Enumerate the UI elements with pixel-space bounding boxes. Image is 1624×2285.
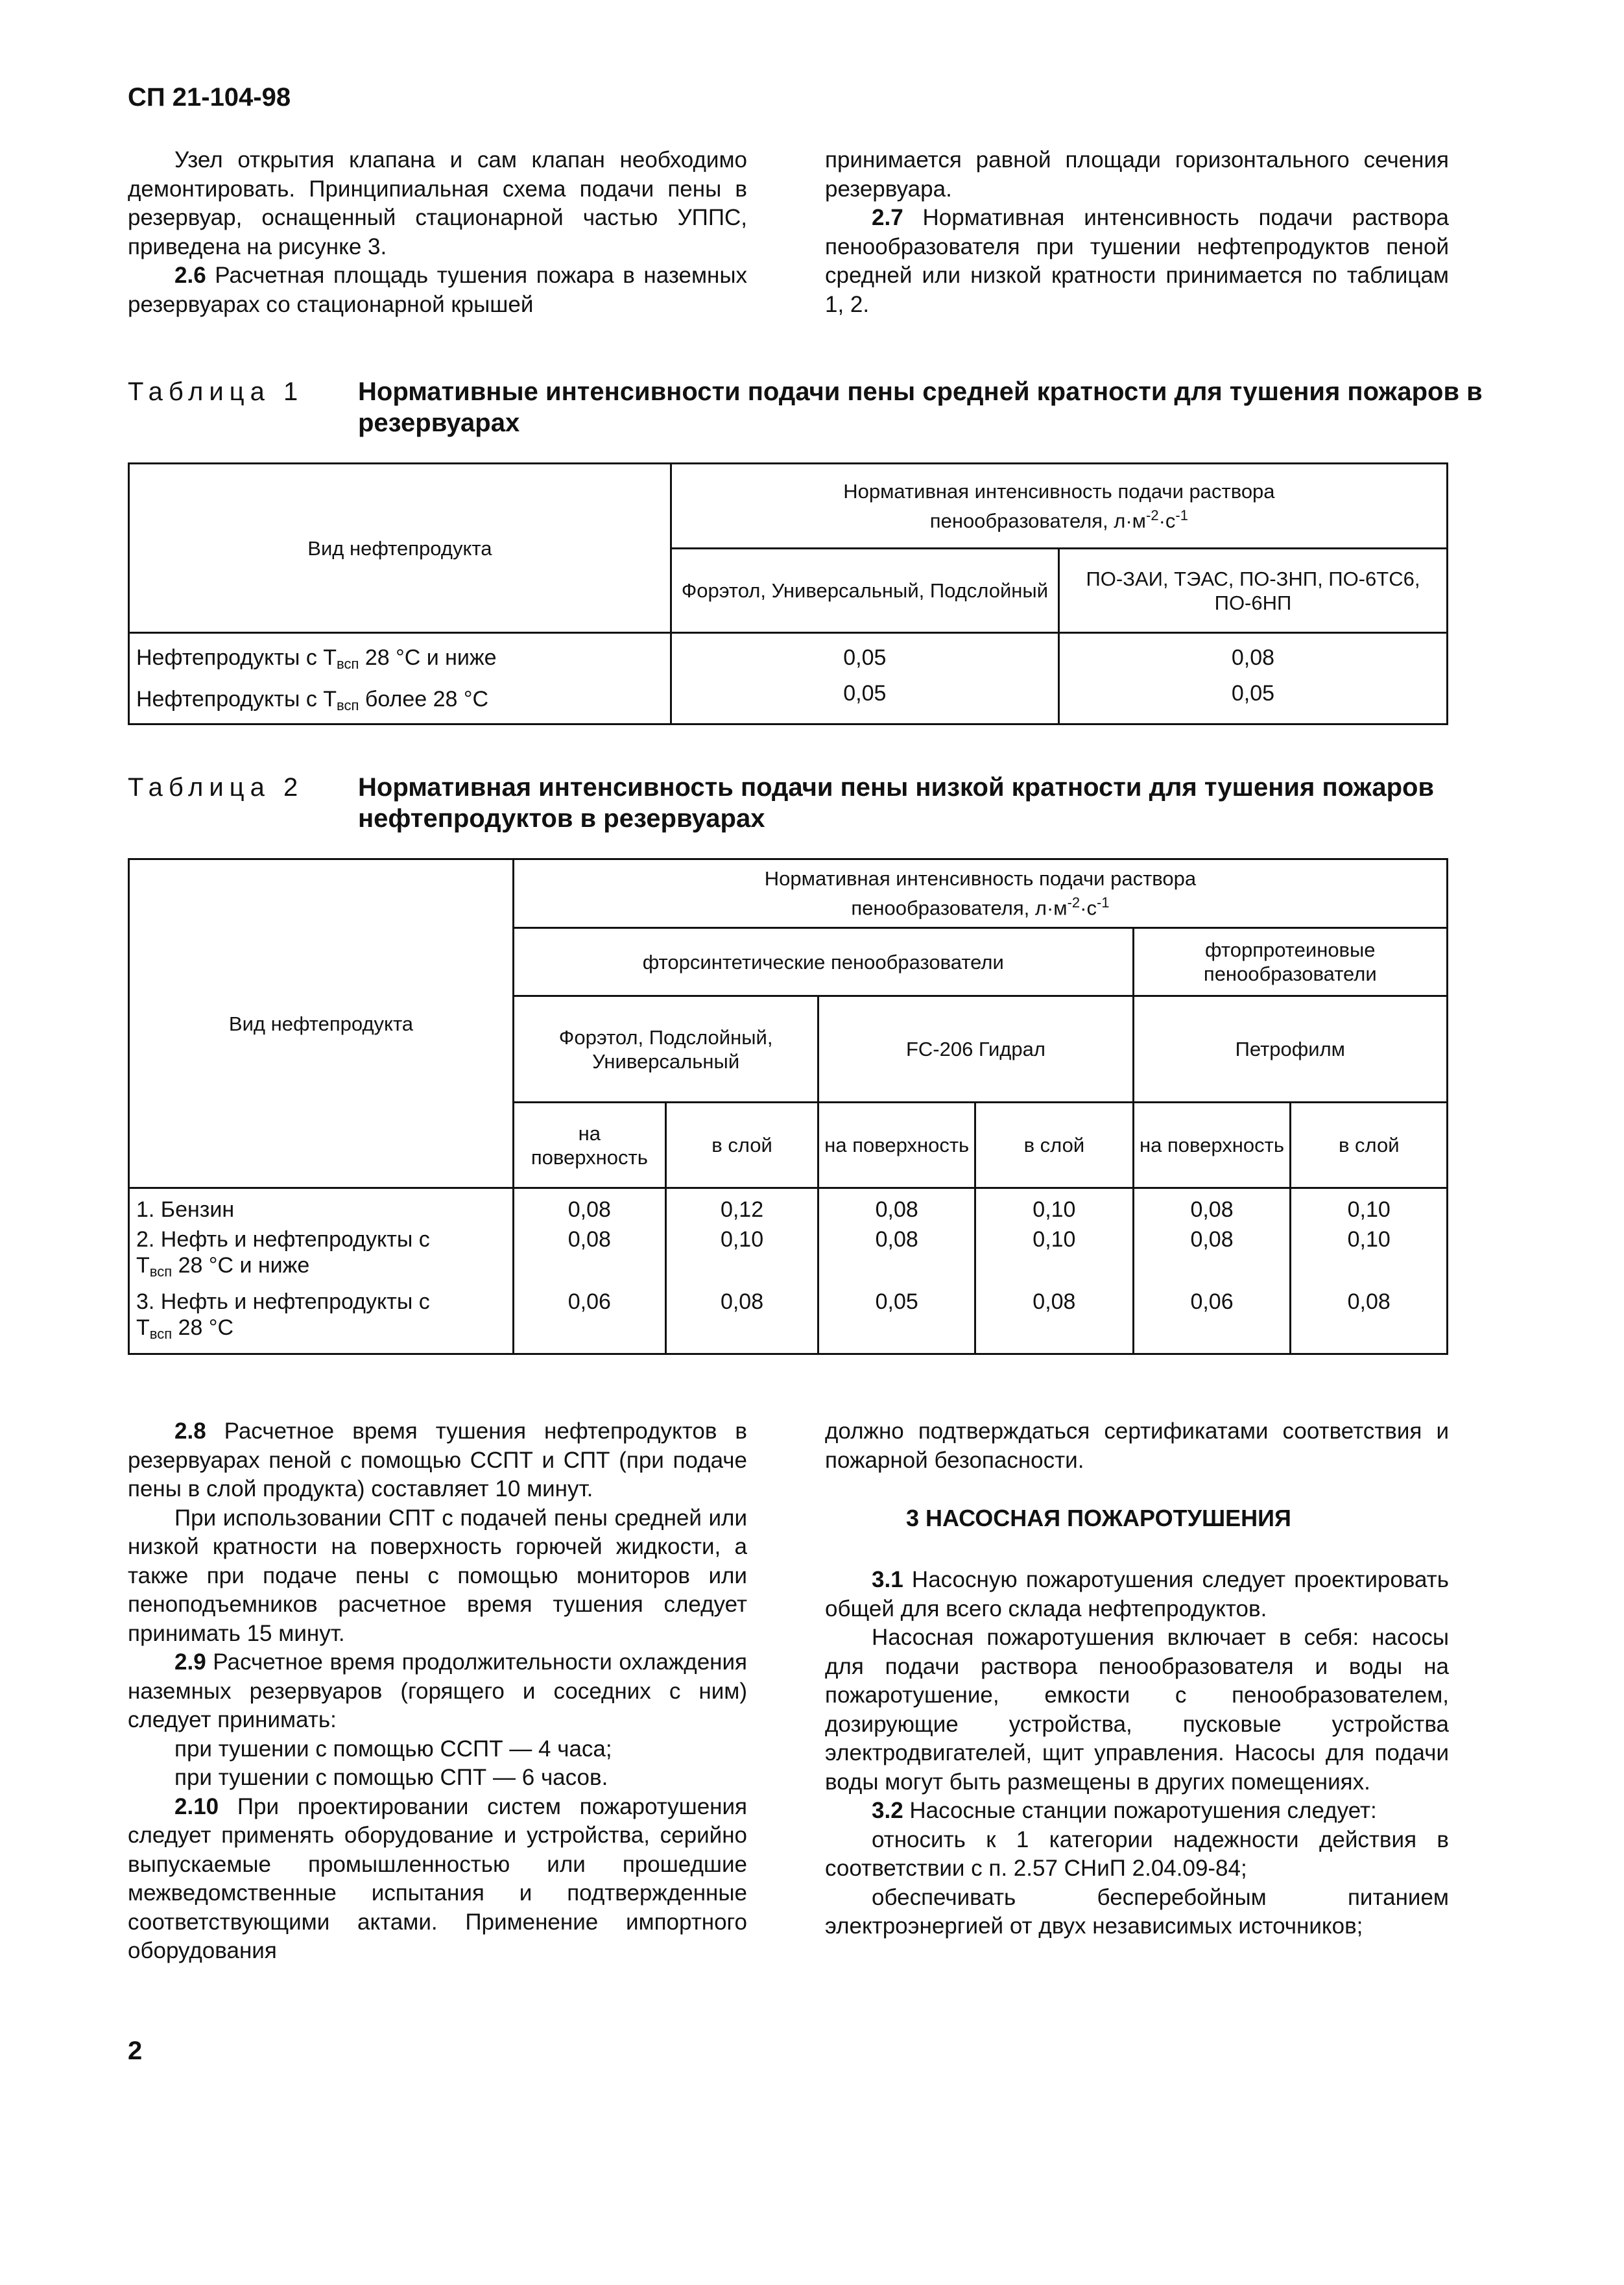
table-cell: 0,08 <box>513 1188 665 1223</box>
paragraph-2-6: 2.6 Расчетная площадь тушения пожара в наземных резервуарах со стационарной крышей <box>128 263 747 317</box>
top-right-column <box>825 146 1449 319</box>
table2-group-b: фторпротеиновые пенообразователи <box>1133 928 1447 996</box>
page-number: 2 <box>128 2037 143 2065</box>
table-cell: 0,08 <box>1133 1223 1291 1289</box>
paragraph-3-1: 3.1 Насосную пожаротушения следует проектировать общей для всего склада нефтепродуктов. <box>825 1567 1449 1621</box>
table2-sub-b: FC-206 Гидрал <box>818 996 1133 1103</box>
bottom-right-intro <box>825 1417 1449 1475</box>
table2-title: Нормативная интенсивность подачи пены низкой кратности для тушения пожаров нефтепродуктов в резервуарах <box>358 773 1435 833</box>
table-cell: 0,10 <box>1291 1223 1448 1289</box>
paragraph-2-7: 2.7 Нормативная интенсивность подачи раствора пенообразователя при тушении нефтепродуктов пеной средней или низкой кратности принимается по таблицам 1, 2. <box>825 205 1449 317</box>
table-cell: 0,08 <box>818 1223 975 1289</box>
table1-values-b: 0,08 0,05 <box>1058 633 1447 724</box>
table2-sub-a: Форэтол, Подслойный, Универсальный <box>513 996 818 1103</box>
table2 <box>128 858 1448 1355</box>
section-title: 3 НАСОСНАЯ ПОЖАРОТУШЕНИЯ <box>906 1505 1291 1531</box>
table-cell: 0,06 <box>1133 1289 1291 1354</box>
table-cell: 0,10 <box>1291 1188 1448 1223</box>
table2-surface-a: на поверхность <box>513 1103 665 1188</box>
table-cell: 0,08 <box>665 1289 818 1354</box>
table-cell: 0,12 <box>665 1188 818 1223</box>
table2-col-product: Вид нефтепродукта <box>129 859 514 1188</box>
paragraph: Узел открытия клапана и сам клапан необходимо демонтировать. Принципиальная схема подачи пены в резервуар, оснащенный стационарной частью УППС, приведена на рисунке 3. <box>128 147 747 259</box>
table2-layer-c: в слой <box>1291 1103 1448 1188</box>
table-cell: 0,10 <box>665 1223 818 1289</box>
table-row <box>129 1289 1448 1354</box>
table1-row-names: Нефтепродукты с $Т_{всп}$ 28 °С и ниже Нефтепродукты с $Т_{всп}$ более 28 °С <box>129 633 671 724</box>
table-row <box>129 1223 1448 1289</box>
bottom-left-column <box>128 1417 747 1966</box>
table2-surface-b: на поверхность <box>818 1103 975 1188</box>
table2-layer-a: в слой <box>665 1103 818 1188</box>
table1-col-intensity: Нормативная интенсивность подачи раствора пенообразователя, $л\cdot м^{-2}\cdot с^{-1}$ <box>671 464 1447 549</box>
table-cell: 0,08 <box>513 1223 665 1289</box>
table2-label: Таблица 2 <box>128 773 304 802</box>
paragraph-2-10: 2.10 При проектировании систем пожаротушения следует применять оборудование и устройства, серийно выпускаемые промышленностью или прошедшие межведомственные испытания и подтвержденные соответствующими актами. Применение импортного оборудования <box>128 1793 747 1963</box>
table1-col-product: Вид нефтепродукта <box>129 464 671 633</box>
table1 <box>128 462 1448 725</box>
table1-values-a: 0,05 0,05 <box>671 633 1058 724</box>
paragraph-3-2: 3.2 Насосные станции пожаротушения следует: <box>872 1798 1377 1823</box>
table2-group-a: фторсинтетические пенообразователи <box>513 928 1133 996</box>
table-row <box>129 633 1448 724</box>
paragraph-2-8: 2.8 Расчетное время тушения нефтепродуктов в резервуарах пеной с помощью ССПТ и СПТ (при подаче пены в слой продукта) составляет 10 минут. <box>128 1418 747 1501</box>
table2-sub-c: Петрофилм <box>1133 996 1447 1103</box>
document-header: СП 21-104-98 <box>128 83 291 112</box>
table-cell: 0,08 <box>1291 1289 1448 1354</box>
table-cell: 0,08 <box>1133 1188 1291 1223</box>
table-cell: 0,05 <box>818 1289 975 1354</box>
table2-row-name: 3. Нефть и нефтепродукты с $Т_{всп}$ 28 °С <box>129 1289 514 1354</box>
paragraph: принимается равной площади горизонтального сечения резервуара. <box>825 147 1449 202</box>
paragraph: должно подтверждаться сертификатами соответствия и пожарной безопасности. <box>825 1418 1449 1473</box>
table-cell: 0,10 <box>975 1223 1133 1289</box>
table-cell: 0,08 <box>975 1289 1133 1354</box>
table2-row-name: 2. Нефть и нефтепродукты с $Т_{всп}$ 28 °С и ниже <box>129 1223 514 1289</box>
paragraph: При использовании СПТ с подачей пены средней или низкой кратности на поверхность горючей жидкости, а также при подаче пены с помощью мониторов или пеноподъемников расчетное время тушения следует принимать 15 минут. <box>128 1505 747 1646</box>
top-left-column <box>128 146 747 319</box>
table-cell: 0,08 <box>818 1188 975 1223</box>
table-row <box>129 1188 1448 1223</box>
paragraph: при тушении с помощью ССПТ — 4 часа; <box>174 1736 612 1762</box>
table2-surface-c: на поверхность <box>1133 1103 1291 1188</box>
table1-label: Таблица 1 <box>128 377 304 406</box>
paragraph: при тушении с помощью СПТ — 6 часов. <box>174 1765 608 1790</box>
table1-col-b: ПО-ЗАИ, ТЭАС, ПО-ЗНП, ПО-6ТС6, ПО-6НП <box>1058 549 1447 633</box>
paragraph: Насосная пожаротушения включает в себя: насосы для подачи раствора пенообразователя и воды на пожаротушение, емкости с пенообразователем, дозирующие устройства, пусковые устройства электродвигателей, щит управления. Насосы для подачи воды могут быть размещены в других помещениях. <box>825 1625 1449 1795</box>
table1-col-a: Форэтол, Универсальный, Подслойный <box>671 549 1058 633</box>
table1-title: Нормативные интенсивности подачи пены средней кратности для тушения пожаров в резервуарах <box>358 377 1483 437</box>
table2-col-intensity: Нормативная интенсивность подачи раствора пенообразователя, $л\cdot м^{-2}\cdot с^{-1}$ <box>513 859 1447 928</box>
paragraph-2-9: 2.9 Расчетное время продолжительности охлаждения наземных резервуаров (горящего и соседних с ним) следует принимать: <box>128 1649 747 1732</box>
paragraph: обеспечивать бесперебойным питанием электроэнергией от двух независимых источников; <box>825 1884 1449 1939</box>
table2-row-name: 1. Бензин <box>129 1188 514 1223</box>
table2-layer-b: в слой <box>975 1103 1133 1188</box>
table-cell: 0,06 <box>513 1289 665 1354</box>
table-cell: 0,10 <box>975 1188 1133 1223</box>
bottom-right-column <box>825 1566 1449 1941</box>
paragraph: относить к 1 категории надежности действия в соответствии с п. 2.57 СНиП 2.04.09-84; <box>825 1826 1449 1881</box>
